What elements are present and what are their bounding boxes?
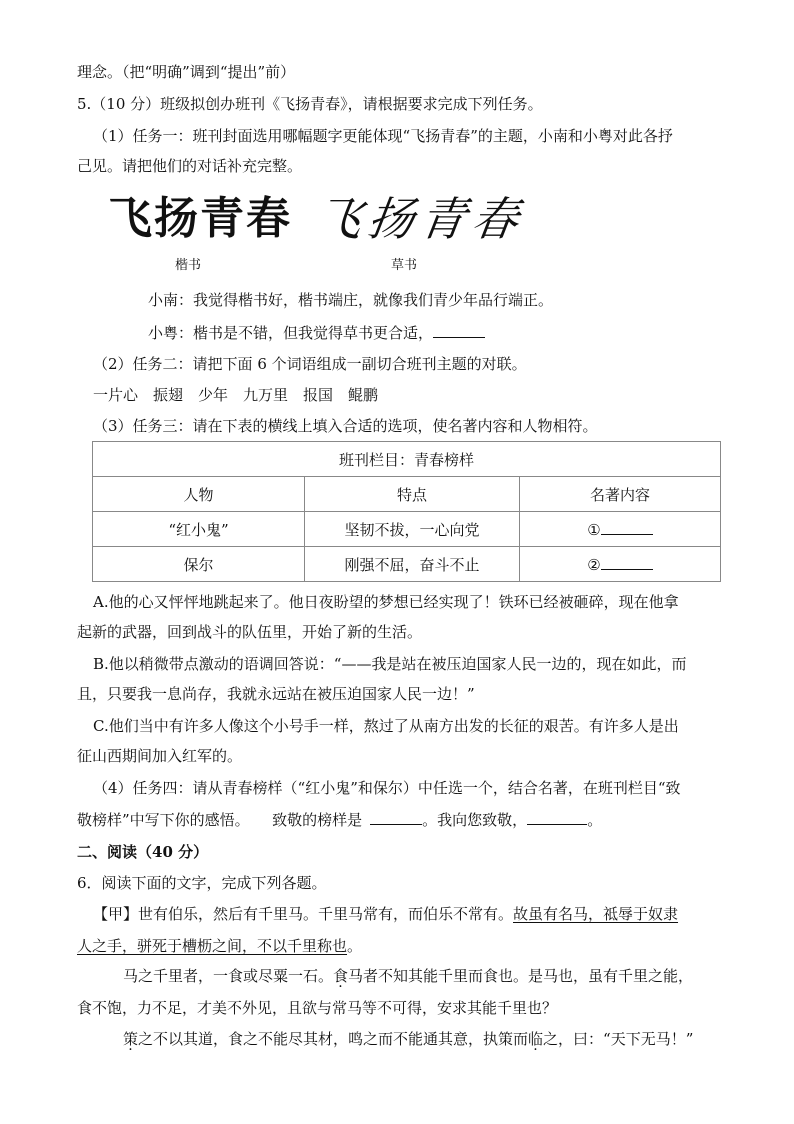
- caoshu-calligraphy: 飞扬青春: [312, 192, 528, 246]
- task-4-line-2: [77, 810, 602, 830]
- couplet-words: 一片心 振翅 少年 九万里 报国 鲲鹏: [93, 386, 379, 404]
- blank-marker: ①: [587, 520, 601, 539]
- option-c-line-1: C.他们当中有许多人像这个小号手一样，熬过了从南方出发的长征的艰苦。有许多人是出: [93, 717, 679, 735]
- passage-jia-line-2: [77, 936, 362, 956]
- option-a-line-2: 起新的武器，回到战斗的队伍里，开始了新的生活。: [77, 623, 423, 641]
- para-2-text-b: 马者不知其能千里而食也。是马也，虽有千里之能，: [348, 967, 694, 985]
- table-cell-content: [520, 547, 721, 582]
- table-cell-person: 保尔: [93, 547, 305, 582]
- blank-marker: ②: [587, 555, 601, 574]
- question-5-stem: 5.（10 分）班级拟创办班刊《飞扬青春》，请根据要求完成下列任务。: [77, 95, 543, 113]
- table-cell-person: “红小鬼”: [93, 512, 305, 547]
- passage-para-3-line-1: [123, 1029, 693, 1049]
- dotted-char-ce: 策: [123, 1030, 139, 1048]
- table-header: 人物: [93, 477, 305, 512]
- option-a-line-1: A.他的心又怦怦地跳起来了。他日夜盼望的梦想已经实现了！铁环已经被砸碎，现在他拿: [93, 593, 679, 611]
- table-header: 特点: [305, 477, 520, 512]
- role-model-table: [92, 441, 721, 582]
- answer-blank-role-model[interactable]: [370, 810, 422, 825]
- kaishu-caption: 楷书: [175, 258, 202, 273]
- para-3-text-b: 之，曰：“天下无马！”: [543, 1030, 694, 1048]
- xiaonan-dialogue: 小南：我觉得楷书好，楷书端庄，就像我们青少年品行端正。: [148, 291, 554, 309]
- table-row: [93, 512, 721, 547]
- table-title: 班刊栏目：青春榜样: [93, 442, 721, 477]
- kaishu-calligraphy: 飞扬青春: [108, 193, 292, 244]
- answer-blank-1[interactable]: [601, 520, 653, 535]
- task-3-line: （3）任务三：请在下表的横线上填入合适的选项，使名著内容和人物相符。: [93, 417, 598, 435]
- underlined-sentence: 故虽有名马，祗辱于奴隶: [513, 905, 679, 923]
- option-b-line-2: 且，只要我一息尚存，我就永远站在被压迫国家人民一边！”: [77, 685, 475, 703]
- section-2-heading: 二、阅读（40 分）: [77, 843, 209, 861]
- option-b-line-1: B.他以稍微带点激动的语调回答说：“——我是站在被压迫国家人民一边的，现在如此，而: [93, 655, 687, 673]
- table-row: [93, 547, 721, 582]
- table-cell-content: [520, 512, 721, 547]
- dotted-char-lin: 临: [528, 1030, 544, 1048]
- task-1-line-2: 己见。请把他们的对话补充完整。: [77, 157, 303, 175]
- task-4-text-b: 。我向您致敬，: [422, 811, 528, 829]
- task-2-line: （2）任务二：请把下面 6 个词语组成一副切合班刊主题的对联。: [93, 355, 527, 373]
- caoshu-caption: 草书: [391, 258, 418, 273]
- passage-para-2-line-2: 食不饱，力不足，才美不外见，且欲与常马等不可得，安求其能千里也？: [77, 999, 558, 1017]
- para-3-text-a: 之不以其道，食之不能尽其材，鸣之而不能通其意，执策而: [138, 1030, 529, 1048]
- xiaoyue-dialogue-text: 小粤：楷书是不错，但我觉得草书更合适，: [148, 324, 434, 342]
- underlined-sentence-cont: 人之手，骈死于槽枥之间，不以千里称也: [77, 937, 348, 955]
- table-header: 名著内容: [520, 477, 721, 512]
- passage-jia-text: 【甲】世有伯乐，然后有千里马。千里马常有，而伯乐不常有。: [93, 905, 514, 923]
- prev-answer-line: 理念。（把“明确”调到“提出”前）: [77, 63, 296, 81]
- para-2-text-a: 马之千里者，一食或尽粟一石。: [123, 967, 334, 985]
- table-cell-trait: 刚强不屈，奋斗不止: [305, 547, 520, 582]
- task-4-text-c: 。: [587, 811, 603, 829]
- table-cell-trait: 坚韧不拔，一心向党: [305, 512, 520, 547]
- answer-blank-tribute[interactable]: [527, 810, 587, 825]
- question-6-stem: 6．阅读下面的文字，完成下列各题。: [77, 874, 327, 892]
- answer-blank-2[interactable]: [601, 555, 653, 570]
- task-4-text-a: 敬榜样”中写下你的感悟。 致敬的榜样是: [77, 811, 363, 829]
- option-c-line-2: 征山西期间加入红军的。: [77, 747, 243, 765]
- passage-jia-line-1: [93, 904, 678, 924]
- period: 。: [347, 937, 363, 955]
- task-1-line-1: （1）任务一：班刊封面选用哪幅题字更能体现“飞扬青春”的主题，小南和小粤对此各抒: [93, 127, 673, 145]
- xiaoyue-dialogue: [148, 323, 485, 343]
- task-4-line-1: （4）任务四：请从青春榜样（“红小鬼”和保尔）中任选一个，结合名著，在班刊栏目“致: [93, 779, 681, 797]
- passage-para-2-line-1: [123, 966, 693, 986]
- answer-blank-xiaoyue[interactable]: [433, 323, 485, 338]
- dotted-char-shi: 食: [333, 967, 349, 985]
